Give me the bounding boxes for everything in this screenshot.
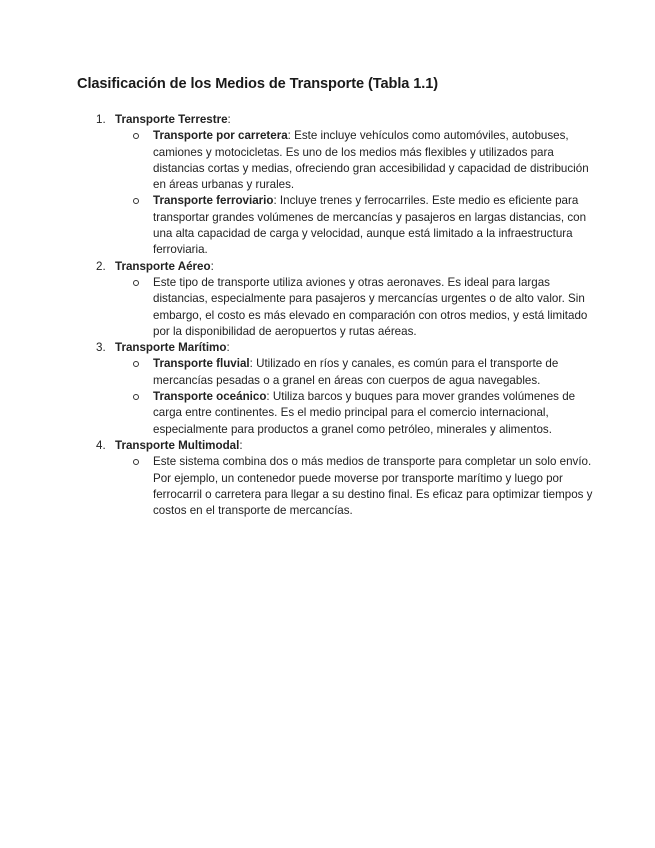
list-item (115, 389, 595, 438)
item-text: Este sistema combina dos o más medios de transporte para completar un solo envío. Por ejemplo, un contenedor puede moverse por transporte marítimo y luego por ferrocarril o carretera para llegar a su destino final. Es eficaz para optimizar tiempos y costos en el transporte de mercancías. (153, 455, 593, 518)
item-label: Transporte ferroviario (153, 194, 274, 208)
hollow-bullet-icon (133, 459, 139, 465)
section-title: Transporte Marítimo (115, 341, 227, 355)
sub-list (115, 356, 595, 437)
list-item (115, 275, 595, 340)
section-title: Transporte Multimodal (115, 438, 240, 452)
hollow-bullet-icon (133, 394, 139, 400)
sub-list (115, 275, 595, 340)
item-text: : Este incluye vehículos como automóviles, autobuses, camiones y motocicletas. Es uno de los medios más flexibles y utilizados para distancias cortas y medias, ofreciendo gran accesibilidad y capacidad de distribución en áreas urbanas y rurales. (153, 129, 589, 192)
item-label: Transporte oceánico (153, 390, 267, 404)
section-colon: : (239, 438, 243, 452)
item-text: Este tipo de transporte utiliza aviones y otras aeronaves. Es ideal para largas distancias, especialmente para pasajeros y mercancías urgentes o de alto valor. Sin embargo, el costo es más elevado en comparación con otros medios, y está limitado por la disponibilidad de aeropuertos y rutas aéreas. (153, 275, 588, 338)
list-item (115, 193, 595, 258)
sub-list (115, 454, 595, 519)
item-label: Transporte fluvial (153, 357, 250, 371)
section-colon: : (226, 341, 230, 355)
section-colon: : (210, 259, 214, 273)
hollow-bullet-icon (133, 198, 139, 204)
item-label: Transporte por carretera (153, 129, 288, 143)
section-aereo (77, 259, 595, 340)
list-item (115, 128, 595, 193)
hollow-bullet-icon (133, 133, 139, 139)
sub-list (115, 128, 595, 258)
list-item (115, 356, 595, 389)
hollow-bullet-icon (133, 361, 139, 367)
section-colon: : (227, 113, 231, 126)
section-title: Transporte Aéreo (115, 259, 211, 273)
section-maritimo (77, 340, 595, 438)
section-number: 3. (96, 341, 106, 355)
section-number: 1. (96, 113, 106, 126)
section-number: 4. (96, 438, 106, 452)
list-item (115, 454, 595, 519)
page-title: Clasificación de los Medios de Transporte (Tabla 1.1) (77, 76, 438, 92)
hollow-bullet-icon (133, 280, 139, 286)
section-number: 2. (96, 259, 106, 273)
section-multimodal (77, 438, 595, 519)
section-terrestre (77, 112, 595, 259)
item-text: : Incluye trenes y ferrocarriles. Este medio es eficiente para transportar grandes volúmenes de mercancías y pasajeros en largas distancias, con una alta capacidad de carga y velocidad, aunque está limitado a la infraestructura ferroviaria. (153, 194, 587, 257)
item-text: : Utiliza barcos y buques para mover grandes volúmenes de carga entre continentes. Es el medio principal para el comercio internacional, especialmente para productos a granel como petróleo, minerales y alimentos. (153, 390, 576, 436)
item-text: : Utilizado en ríos y canales, es común para el transporte de mercancías pesadas o a granel en áreas con cuerpos de agua navegables. (153, 357, 559, 387)
section-title: Transporte Terrestre (115, 113, 228, 126)
transport-list (77, 112, 595, 519)
